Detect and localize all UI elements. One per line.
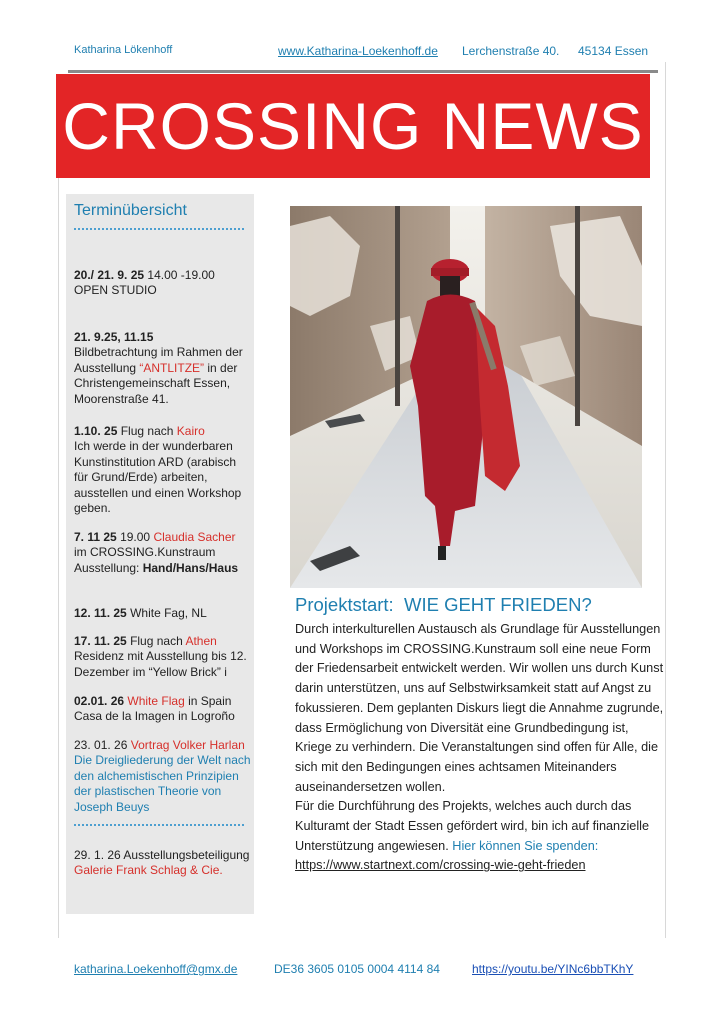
event-item: 17. 11. 25 Flug nach Athen Residenz mit Ausstellung bis 12. Dezember im “Yellow Brick” i [74, 634, 247, 679]
newsletter-title: CROSSING NEWS [62, 89, 644, 163]
event-item: 20./ 21. 9. 25 14.00 -19.00 OPEN STUDIO [74, 268, 215, 298]
project-prefix: Projektstart: [295, 594, 394, 615]
sidebar-title: Terminübersicht [74, 202, 187, 219]
project-paragraph: Durch interkulturellen Austausch als Grundlage für Ausstellungen und Workshops im CROSSING.Kunstraum soll eine neue Form der Friedensarbeit entwickelt werden. Wir wollen uns durch Kunst darin unterstützen, uns auf Selbstwirksamkeit statt auf Angst zu fokussieren. Dem geplanten Diskurs liegt die Annahme zugrunde, dass Ermöglichung von Diversität eine Grundbedingung ist, Kriege zu verhindern. Die Veranstaltungen sind offen für Alle, die sich mit den Bedingungen eines achtsamen Miteinanders auseinandersetzen wollen. [295, 622, 664, 794]
project-paragraph-2: Für die Durchführung des Projekts, welches auch durch das Kulturamt der Stadt Essen gefördert wird, bin ich auf finanzielle Unterstützung angewiesen. [295, 799, 650, 853]
title-banner [56, 74, 650, 178]
donate-label: Hier können Sie spenden: [452, 838, 599, 853]
schedule-sidebar [66, 194, 254, 914]
event-item: 29. 1. 26 Ausstellungsbeteiligung Galerie Frank Schlag & Cie. [74, 848, 250, 878]
email-link[interactable]: katharina.Loekenhoff@gmx.de [74, 962, 238, 976]
event-item: 21. 9.25, 11.15 Bildbetrachtung im Rahmen der Ausstellung “ANTLITZE” in der Christengemeinschaft Essen, Moorenstraße 41. [74, 330, 243, 406]
main-photo [290, 206, 642, 588]
event-item: 23. 01. 26 Vortrag Volker Harlan Die Dreigliederung der Welt nach den alchemistischen Prinzipien der plastischen Theorie von Joseph Beuys [74, 738, 251, 814]
divider [74, 824, 244, 826]
iban-number: DE36 3605 0105 0004 4114 84 [274, 962, 440, 976]
project-body [295, 620, 667, 876]
author-name: Katharina Lökenhoff [74, 44, 173, 56]
event-item: 02.01. 26 White Flag in Spain Casa de la Imagen in Logroño [74, 694, 235, 724]
event-item: 12. 11. 25 White Fag, NL [74, 606, 207, 620]
page-rule-left [58, 76, 59, 938]
project-title: WIE GEHT FRIEDEN? [403, 594, 592, 615]
divider [74, 228, 244, 230]
website-link[interactable]: www.Katharina-Loekenhoff.de [278, 44, 438, 58]
event-item: 7. 11 25 19.00 Claudia Sacher im CROSSING.Kunstraum Ausstellung: Hand/Hans/Haus [74, 530, 239, 575]
donate-link[interactable]: https://www.startnext.com/crossing-wie-geht-frieden [295, 858, 586, 873]
project-heading [295, 594, 592, 616]
banner-top-line [68, 70, 658, 73]
street-address: Lerchenstraße 40. [462, 44, 560, 58]
city-address: 45134 Essen [578, 44, 649, 58]
event-item: 1.10. 25 Flug nach Kairo Ich werde in der wunderbaren Kunstinstitution ARD (arabisch für Grund/Erde) arbeiten, ausstellen und einen Workshop geben. [74, 424, 242, 516]
youtube-link[interactable]: https://youtu.be/YINc6bbTKhY [472, 962, 634, 976]
